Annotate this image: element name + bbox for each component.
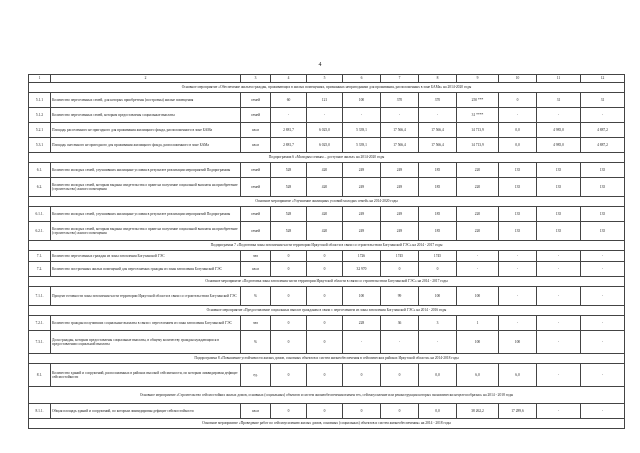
table-row [29, 163, 625, 178]
section-row [29, 153, 625, 163]
value-cell: 220 [457, 163, 499, 178]
column-number: 1 [29, 75, 51, 83]
indicator-name: Количество переселенных семей, для которых приобретены (построены) жилые помещения [51, 93, 241, 108]
value-cell: 228 [343, 316, 381, 331]
table-row [29, 316, 625, 331]
value-cell: 0 [381, 262, 419, 277]
value-cell: 0 [307, 316, 343, 331]
value-cell: 420 [307, 163, 343, 178]
value-cell: 6 025,0 [307, 138, 343, 153]
column-number: 6 [343, 75, 381, 83]
column-number: 5 [307, 75, 343, 83]
column-number: 8 [419, 75, 457, 83]
unit-cell: кв.м [241, 138, 271, 153]
section-title: Подпрограмма 7 «Подготовка зоны затопления части территории Иркутской области в связи со строительством Богучанской ГЭС» на 2014 - 2017 годы [29, 241, 625, 251]
value-cell: 0 [419, 262, 457, 277]
value-cell: 0 [307, 262, 343, 277]
value-cell: 4 985,0 [537, 138, 581, 153]
value-cell: 528 [271, 222, 307, 241]
value-cell: 4 985,0 [537, 123, 581, 138]
unit-cell: семей [241, 93, 271, 108]
column-number: 2 [51, 75, 241, 83]
section-row [29, 197, 625, 207]
column-number: 10 [499, 75, 537, 83]
value-cell: 1745 [381, 251, 419, 262]
table-row [29, 222, 625, 241]
value-cell: - [499, 316, 537, 331]
value-cell: 2 881,7 [271, 123, 307, 138]
value-cell: 135 [499, 207, 537, 222]
value-cell: - [381, 331, 419, 354]
section-row [29, 419, 625, 429]
page-number: 4 [318, 62, 322, 68]
table-row [29, 108, 625, 123]
table-row [29, 93, 625, 108]
value-cell: 135 [499, 222, 537, 241]
row-number: 7.2.1. [29, 316, 51, 331]
value-cell: 38 262,2 [457, 404, 499, 419]
value-cell: 17 566,4 [419, 123, 457, 138]
unit-cell: % [241, 287, 271, 306]
value-cell: 0 [307, 287, 343, 306]
value-cell: 528 [271, 163, 307, 178]
value-cell: - [307, 108, 343, 123]
value-cell: 135 [537, 163, 581, 178]
value-cell: 135 [537, 222, 581, 241]
section-title: Основное мероприятие «Предоставление социальных выплат гражданам в связи с переселением из зоны затопления Богучанской ГЭС» на 2014 - 2016 годы [29, 306, 625, 316]
value-cell: 249 [343, 163, 381, 178]
unit-cell: кв.м [241, 262, 271, 277]
table-row [29, 207, 625, 222]
indicator-name: Количество молодых семей, которым выданы свидетельства о праве на получение социальной выплаты на приобретение (строительство) жилого помещения [51, 178, 241, 197]
value-cell: 420 [307, 207, 343, 222]
column-number: 3 [241, 75, 271, 83]
value-cell: 249 [343, 222, 381, 241]
indicator-name: Процент готовности зоны затопления части территории Иркутской области в связи со строительством Богучанской ГЭС [51, 287, 241, 306]
value-cell: 135 [581, 178, 625, 197]
section-title: Основное мероприятие «Строительство сейсмостойких жилых домов, основных (социальных) объектов и систем жизнеобеспечения взамен тех, сейсмоусиление или реконструкция которых экономически нецелесообразно» на 2014 - 2018 годы [29, 387, 625, 404]
table-row [29, 178, 625, 197]
value-cell: 31 [537, 93, 581, 108]
row-number: 7.3.1. [29, 331, 51, 354]
value-cell: 121 [307, 93, 343, 108]
unit-cell: чел [241, 251, 271, 262]
section-row [29, 306, 625, 316]
value-cell: 220 [457, 222, 499, 241]
unit-cell: семей [241, 222, 271, 241]
value-cell: 420 [307, 178, 343, 197]
row-number: 8.1.1. [29, 404, 51, 419]
column-number: 4 [271, 75, 307, 83]
unit-cell: кв.м [241, 404, 271, 419]
section-row [29, 354, 625, 364]
value-cell: - [581, 316, 625, 331]
row-number: 6.1. [29, 163, 51, 178]
value-cell: 4 887,2 [581, 138, 625, 153]
value-cell: 249 [381, 178, 419, 197]
value-cell: 6,0 [499, 364, 537, 387]
value-cell: 1726 [343, 251, 381, 262]
value-cell: 250 *** [457, 93, 499, 108]
value-cell: 60 [271, 93, 307, 108]
column-number: 12 [581, 75, 625, 83]
value-cell: - [457, 262, 499, 277]
unit-cell: % [241, 331, 271, 354]
section-title: Основное мероприятие «Улучшение жилищных условий молодых семей» на 2014-2020 годы [29, 197, 625, 207]
indicator-name: Количество переселенных семей, которым предоставлены социальные выплаты [51, 108, 241, 123]
value-cell: 0 [271, 404, 307, 419]
unit-cell: кв.м [241, 123, 271, 138]
value-cell: - [381, 108, 419, 123]
value-cell: 220 [457, 207, 499, 222]
row-number: 7.1. [29, 251, 51, 262]
column-number: 11 [537, 75, 581, 83]
value-cell: 6,0 [457, 364, 499, 387]
value-cell: - [499, 287, 537, 306]
indicator-name: Количество молодых семей, которым выданы свидетельства о праве на получение социальной выплаты на приобретение (строительство) жилого помещения [51, 222, 241, 241]
value-cell: - [419, 108, 457, 123]
table-row [29, 364, 625, 387]
value-cell: 14 713,9 [457, 123, 499, 138]
unit-cell: ед. [241, 364, 271, 387]
value-cell: 0 [499, 93, 537, 108]
value-cell: 0,0 [499, 138, 537, 153]
value-cell: 0 [307, 404, 343, 419]
value-cell: 370 [419, 93, 457, 108]
table-row [29, 262, 625, 277]
table-row [29, 251, 625, 262]
table-row [29, 331, 625, 354]
value-cell: 185 [419, 178, 457, 197]
value-cell: 135 [581, 207, 625, 222]
value-cell: 135 [537, 178, 581, 197]
unit-cell: семей [241, 207, 271, 222]
value-cell: - [537, 331, 581, 354]
value-cell: 0 [271, 364, 307, 387]
value-cell: 1 [457, 316, 499, 331]
value-cell: - [457, 251, 499, 262]
value-cell: - [499, 251, 537, 262]
value-cell: 17 566,4 [381, 123, 419, 138]
row-number: 5.2.1 [29, 123, 51, 138]
value-cell: 5 339,1 [343, 123, 381, 138]
column-number-row [29, 75, 625, 83]
value-cell: - [581, 262, 625, 277]
value-cell: 99 [381, 287, 419, 306]
value-cell: - [499, 108, 537, 123]
value-cell: 0,0 [419, 404, 457, 419]
section-row [29, 277, 625, 287]
indicator-name: Количество переселенных граждан из зоны затопления Богучанской ГЭС [51, 251, 241, 262]
value-cell: - [343, 331, 381, 354]
value-cell: - [537, 108, 581, 123]
row-number: 5.1.2 [29, 108, 51, 123]
value-cell: - [581, 404, 625, 419]
value-cell: - [581, 108, 625, 123]
value-cell: - [581, 364, 625, 387]
value-cell: 0 [343, 404, 381, 419]
indicator-name: Количество зданий и сооружений, расположенных в районах высокой сейсмичности, по которым ликвидирован дефицит сейсмостойкости [51, 364, 241, 387]
value-cell: 135 [499, 163, 537, 178]
row-number: 7.2. [29, 262, 51, 277]
value-cell: 0 [307, 331, 343, 354]
row-number: 6.2. [29, 178, 51, 197]
value-cell: 1745 [419, 251, 457, 262]
table-row [29, 404, 625, 419]
value-cell: - [581, 331, 625, 354]
value-cell: - [419, 331, 457, 354]
value-cell: 249 [381, 163, 419, 178]
value-cell: 135 [537, 207, 581, 222]
value-cell: 4 887,2 [581, 123, 625, 138]
value-cell: 100 [343, 93, 381, 108]
value-cell: 185 [419, 222, 457, 241]
indicator-name: Площадь снесенного не пригодного для проживания жилищного фонда, расположенного в зоне БАМа [51, 138, 241, 153]
value-cell: - [271, 108, 307, 123]
value-cell: 0 [307, 251, 343, 262]
row-number: 6.1.1. [29, 207, 51, 222]
column-number: 9 [457, 75, 499, 83]
value-cell: 249 [343, 178, 381, 197]
value-cell: 17 289,6 [499, 404, 537, 419]
indicator-name: Количество молодых семей, улучшивших жилищные условия в результате реализации мероприятий Подпрограммы [51, 207, 241, 222]
value-cell: - [537, 287, 581, 306]
indicator-name: Площадь расселенного не пригодного для проживания жилищного фонда, расположенного в зоне БАМа [51, 123, 241, 138]
unit-cell: чел [241, 316, 271, 331]
value-cell: 0,0 [419, 364, 457, 387]
value-cell: 17 566,4 [381, 138, 419, 153]
row-number: 5.3.1 [29, 138, 51, 153]
value-cell: - [499, 262, 537, 277]
value-cell: 31 [581, 93, 625, 108]
value-cell: 420 [307, 222, 343, 241]
row-number: 7.1.1. [29, 287, 51, 306]
unit-cell: семей [241, 108, 271, 123]
value-cell: - [343, 108, 381, 123]
unit-cell: семей [241, 163, 271, 178]
row-number: 6.2.1. [29, 222, 51, 241]
unit-cell: семей [241, 178, 271, 197]
row-number: 8.1. [29, 364, 51, 387]
indicators-table [28, 74, 625, 429]
section-title: Подпрограмма 6 «Молодым семьям – доступное жилье» на 2014-2020 годы [29, 153, 625, 163]
value-cell: 2 881,7 [271, 138, 307, 153]
section-title: Основное мероприятие «Проведение работ по сейсмоусилению жилых домов, основных (социальных) объектов и систем жизнеобеспечения» на 2014 - 2018 годы [29, 419, 625, 429]
value-cell: 135 [581, 222, 625, 241]
value-cell: - [537, 316, 581, 331]
row-number: 5.1.1 [29, 93, 51, 108]
value-cell: 100 [343, 287, 381, 306]
value-cell: - [537, 404, 581, 419]
value-cell: 528 [271, 178, 307, 197]
indicator-name: Количество граждан получивших социальные выплаты в связи с переселением из зоны затопления Богучанской ГЭС [51, 316, 241, 331]
value-cell: 0 [307, 364, 343, 387]
value-cell: 185 [419, 207, 457, 222]
value-cell: 0 [271, 316, 307, 331]
indicator-name: Количество молодых семей, улучшивших жилищные условия в результате реализации мероприятий Подпрограммы [51, 163, 241, 178]
value-cell: 0 [271, 262, 307, 277]
value-cell: 0 [271, 287, 307, 306]
value-cell: 14 713,9 [457, 138, 499, 153]
value-cell: 0 [381, 404, 419, 419]
section-row [29, 387, 625, 404]
value-cell: 36 [381, 316, 419, 331]
section-title: Подпрограмма 8 «Повышение устойчивости жилых домов, основных объектов и систем жизнеобеспечения в сейсмических районах Иркутской области» на 2014-2018 годы [29, 354, 625, 364]
section-title: Основное мероприятие «Подготовка зоны затопления части территории Иркутской области в связи со строительством Богучанской ГЭС» на 2014 - 2017 годы [29, 277, 625, 287]
table-row [29, 138, 625, 153]
value-cell: 370 [381, 93, 419, 108]
value-cell: 31 **** [457, 108, 499, 123]
value-cell: - [581, 251, 625, 262]
indicator-name: Количество построенных жилых помещений для переселяемых граждан из зоны затопления Богучанской ГЭС [51, 262, 241, 277]
value-cell: 135 [581, 163, 625, 178]
value-cell: 5 339,1 [343, 138, 381, 153]
value-cell: 249 [343, 207, 381, 222]
section-row [29, 83, 625, 93]
value-cell: 100 [419, 287, 457, 306]
section-title: Основное мероприятие «Обеспечение жильем граждан, проживающих в жилых помещениях, признанных непригодными для проживания, расположенных в зоне БАМа» на 2014-2020 годы [29, 83, 625, 93]
value-cell: 0 [271, 331, 307, 354]
value-cell: - [537, 251, 581, 262]
value-cell: - [581, 287, 625, 306]
value-cell: 0 [271, 251, 307, 262]
value-cell: 185 [419, 163, 457, 178]
value-cell: 528 [271, 207, 307, 222]
value-cell: 249 [381, 222, 419, 241]
table-row [29, 287, 625, 306]
value-cell: 0,0 [499, 123, 537, 138]
value-cell: - [537, 364, 581, 387]
column-number: 7 [381, 75, 419, 83]
value-cell: 6 025,0 [307, 123, 343, 138]
value-cell: 0 [343, 364, 381, 387]
value-cell: 17 566,4 [419, 138, 457, 153]
value-cell: 32 970 [343, 262, 381, 277]
value-cell: 100 [457, 331, 499, 354]
section-row [29, 241, 625, 251]
value-cell: 100 [499, 331, 537, 354]
table-row [29, 123, 625, 138]
value-cell: 220 [457, 178, 499, 197]
value-cell: 100 [457, 287, 499, 306]
value-cell: 0 [381, 364, 419, 387]
value-cell: - [537, 262, 581, 277]
indicator-name: Доля граждан, которым предоставлены социальные выплаты, в общему количеству граждан нуждающихся в предоставлении социальной выплаты [51, 331, 241, 354]
value-cell: 249 [381, 207, 419, 222]
value-cell: 135 [499, 178, 537, 197]
indicator-name: Общая площадь зданий и сооружений, по которым ликвидирован дефицит сейсмостойкости [51, 404, 241, 419]
value-cell: 3 [419, 316, 457, 331]
